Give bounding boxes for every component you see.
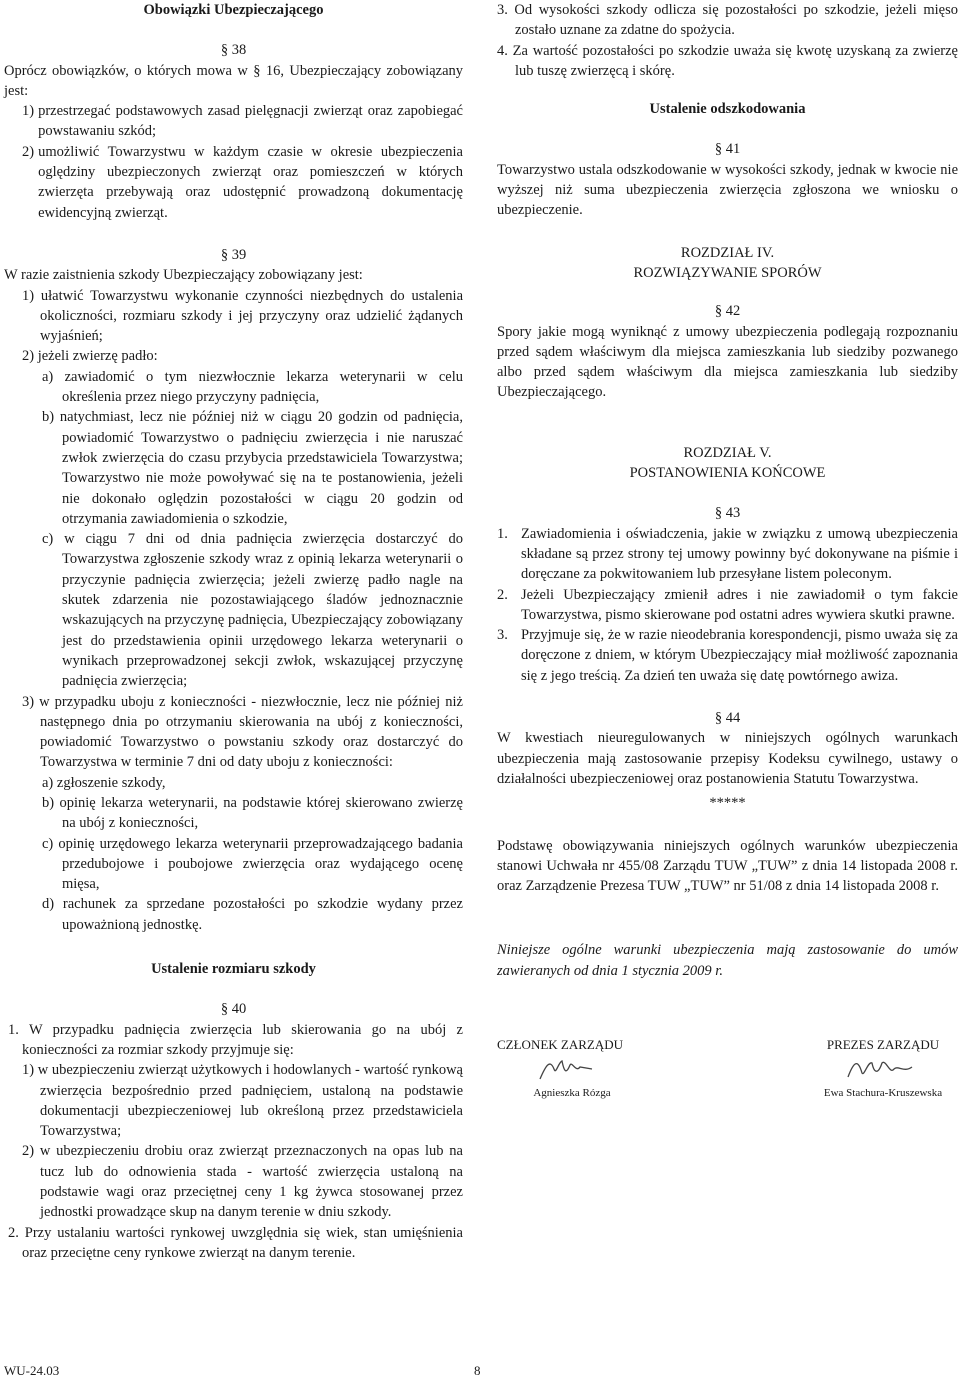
list-item: 1) w ubezpieczeniu zwierząt użytkowych i hodowlanych - wartość rynkową zwierzęcia bezpośrednio przed padnięciem, ustaloną na podstawie dokumentacji ubezpieczeniowej lub określoną przez przedstawiciela Towarzystwa; [22, 1062, 463, 1140]
paragraph-41-number: § 41 [714, 141, 741, 158]
signatures [497, 1035, 958, 1104]
paragraph-40-number: § 40 [220, 1001, 247, 1018]
paragraph-41-text: Towarzystwo ustala odszkodowanie w wysokości szkody, jednak w kwocie nie wyższej niż suma ubezpieczenia zwierzęcia zgłoszona we wniosku o ubezpieczenie. [497, 161, 958, 219]
list-item: c) opinię urzędowego lekarza weterynarii przeprowadzającego badania przedubojowe i poubojowe zwierzęcia oraz wydającego ocenę mięsa, [42, 835, 463, 893]
paragraph-38-intro: Oprócz obowiązków, o których mowa w § 16, Ubezpieczający zobowiązany jest: [4, 62, 463, 99]
section-heading-compensation: Ustalenie odszkodowania [649, 101, 806, 118]
legal-basis: Podstawę obowiązywania niniejszych ogólnych warunków ubezpieczenia stanowi Uchwała nr 455/08 Zarządu TUW „TUW” z dnia 14 listopada 2008 r. oraz Zarządzenie Prezesa TUW „TUW” nr 51/08 z dnia 14 listopada 2008 r. [497, 837, 958, 895]
chapter-5-title: ROZDZIAŁ V. [683, 444, 772, 461]
paragraph-44-text: W kwestiach nieuregulowanych w niniejszych ogólnych warunkach ubezpieczenia mają zastosowanie przepisy Kodeksu cywilnego, ustawy o działalności ubezpieczeniowej oraz postanowienia Statutu Towarzystwa. [497, 730, 958, 787]
right-column [497, 0, 958, 1104]
list-item: d) rachunek za sprzedane pozostałości po szkodzie wydany przez upoważnioną jednostkę. [42, 896, 463, 933]
list-item: 1. W przypadku padnięcia zwierzęcia lub skierowania go na ubój z konieczności za rozmiar szkody przyjmuje się: [8, 1021, 463, 1058]
list-item: a) zawiadomić o tym niezwłocznie lekarza weterynarii w celu określenia przez niego przyczyny padnięcia, [42, 368, 463, 406]
chapter-4-subtitle: ROZWIĄZYWANIE SPORÓW [633, 264, 822, 281]
paragraph-43-number: § 43 [714, 505, 741, 522]
paragraph-39-intro: W razie zaistnienia szkody Ubezpieczający zobowiązany jest: [4, 267, 363, 284]
paragraph-38-number: § 38 [220, 42, 247, 59]
chapter-4-title: ROZDZIAŁ IV. [680, 244, 775, 261]
handwritten-signature-icon [838, 1055, 928, 1083]
list-item: 4. Za wartość pozostałości po szkodzie uważa się kwotę uzyskaną za zwierzę lub tuszę zwierzęcą i skórę. [497, 42, 958, 79]
list-item: c) w ciągu 7 dni od dnia padnięcia zwierzęcia dostarczyć do Towarzystwa zgłoszenie szkody wraz z opinią lekarza weterynarii o przyczynie padnięcia zwierzęcia; jeżeli zwierzę padło nagle na skutek zdarzenia nie pozostawiającego śladów jednoznacznie wskazujących na przyczynę padnięcia, Ubezpieczający zobowiązany jest do przedstawienia opinii urzędowego lekarza weterynarii o wynikach przeprowadzonej sekcji zwłok, wskazującej przyczynę padnięcia zwierzęcia; [42, 531, 463, 690]
page-number: 8 [474, 1363, 481, 1378]
list-item: a) zgłoszenie szkody, [42, 774, 166, 791]
list-item: 2) umożliwić Towarzystwu w każdym czasie w okresie ubezpieczenia oględziny ubezpieczonych zwierząt oraz pomieszczeń w których zwierzęta przebywają oraz udostępnić prowadzoną dokumentację ewidencyjną zwierząt. [22, 143, 463, 221]
list-item: 2) w ubezpieczeniu drobiu oraz zwierząt przeznaczonych na opas lub na tucz lub do odnowienia stada - wartość zwierzęcia ustaloną na podstawie wagi oraz przeciętnej ceny 1 kg żywca stosowanej przez jednostki prowadzące skup na danym terenie w dniu szkody. [22, 1143, 463, 1221]
list-item: 1) przestrzegać podstawowych zasad pielęgnacji zwierząt oraz zapobiegać powstawaniu szkód; [22, 103, 463, 140]
separator-stars: ***** [709, 795, 746, 812]
paragraph-39-number: § 39 [220, 246, 247, 263]
signature-board-member: CZŁONEK ZARZĄDU Agnieszka Rózga [497, 1036, 624, 1100]
paragraph-42-number: § 42 [714, 303, 741, 320]
list-item: b) opinię lekarza weterynarii, na podstawie której skierowano zwierzę na ubój z konieczności, [42, 794, 463, 832]
paragraph-42-text: Spory jakie mogą wyniknąć z umowy ubezpieczenia podlegają rozpoznaniu przed sądem właściwym dla miejsca zamieszkania lub siedziby pozwanego albo przed sądem właściwym dla miejsca zamieszkania lub siedziby Ubezpieczającego. [497, 323, 958, 401]
document-code: WU-24.03 [4, 1363, 60, 1378]
paragraph-44-number: § 44 [714, 710, 741, 727]
list-item: 3. Od wysokości szkody odlicza się pozostałości po szkodzie, jeżeli mięso zostało uznane za zdatne do spożycia. [497, 2, 958, 39]
list-item: 1. Zawiadomienia i oświadczenia, jakie w związku z umową ubezpieczenia składane są przez strony tej umowy powinny być dokonywane na piśmie i doręczane za pokwitowaniem lub przesyłane listem poleconym. [497, 525, 958, 583]
list-item: 2. Przy ustalaniu wartości rynkowej uwzględnia się wiek, stan umięśnienia oraz przeciętne ceny rynkowe zwierząt na danym terenie. [8, 1224, 463, 1261]
handwritten-signature-icon [532, 1055, 612, 1083]
left-column [4, 0, 463, 1263]
list-item: 2. Jeżeli Ubezpieczający zmienił adres i nie zawiadomił o tym fakcie Towarzystwa, pismo skierowane pod ostatni adres wywiera skutki prawne. [497, 586, 958, 623]
effective-date-note: Niniejsze ogólne warunki ubezpieczenia mają zastosowanie do umów zawieranych od dnia 1 stycznia 2009 r. [497, 942, 958, 979]
chapter-5-subtitle: POSTANOWIENIA KOŃCOWE [629, 465, 826, 482]
signature-president: PREZES ZARZĄDU Ewa Stachura-Kruszewska [823, 1036, 943, 1100]
list-item: 1) ułatwić Towarzystwu wykonanie czynności niezbędnych do ustalenia okoliczności, rozmiaru szkody i jej przyczyny oraz udzielić żądanych wyjaśnień; [22, 287, 463, 345]
list-item: 3. Przyjmuje się, że w razie nieodebrania korespondencji, pismo uważa się za doręczone z dniem, w którym Ubezpieczający miał możliwość zapoznania się z jego treścią. Za dzień ten uważa się datę powtórnego awiza. [497, 627, 958, 684]
list-item: b) natychmiast, lecz nie później niż w ciągu 20 godzin od padnięcia, powiadomić Towarzystwo o padnięciu zwierzęcia i nie naruszać zwłok zwierzęcia do czasu przybycia przedstawiciela Towarzystwa; Towarzystwo nie może powoływać się na te postanowienia, jeżeli nie dokonało oględzin pozostałości w ciągu 20 godzin od otrzymania zawiadomienia o szkodzie, [42, 409, 463, 527]
section-heading-policyholder-duties: Obowiązki Ubezpieczającego [143, 2, 324, 18]
list-item: 3) w przypadku uboju z konieczności - niezwłocznie, lecz nie później niż następnego dnia po otrzymaniu skierowania na ubój z konieczności, powiadomić Towarzystwo o powstaniu szkody oraz dostarczyć do Towarzystwa w terminie 7 dni od daty uboju z konieczności: [22, 693, 463, 771]
list-item: 2) jeżeli zwierzę padło: [22, 348, 158, 365]
section-heading-damage-assessment: Ustalenie rozmiaru szkody [151, 961, 316, 978]
